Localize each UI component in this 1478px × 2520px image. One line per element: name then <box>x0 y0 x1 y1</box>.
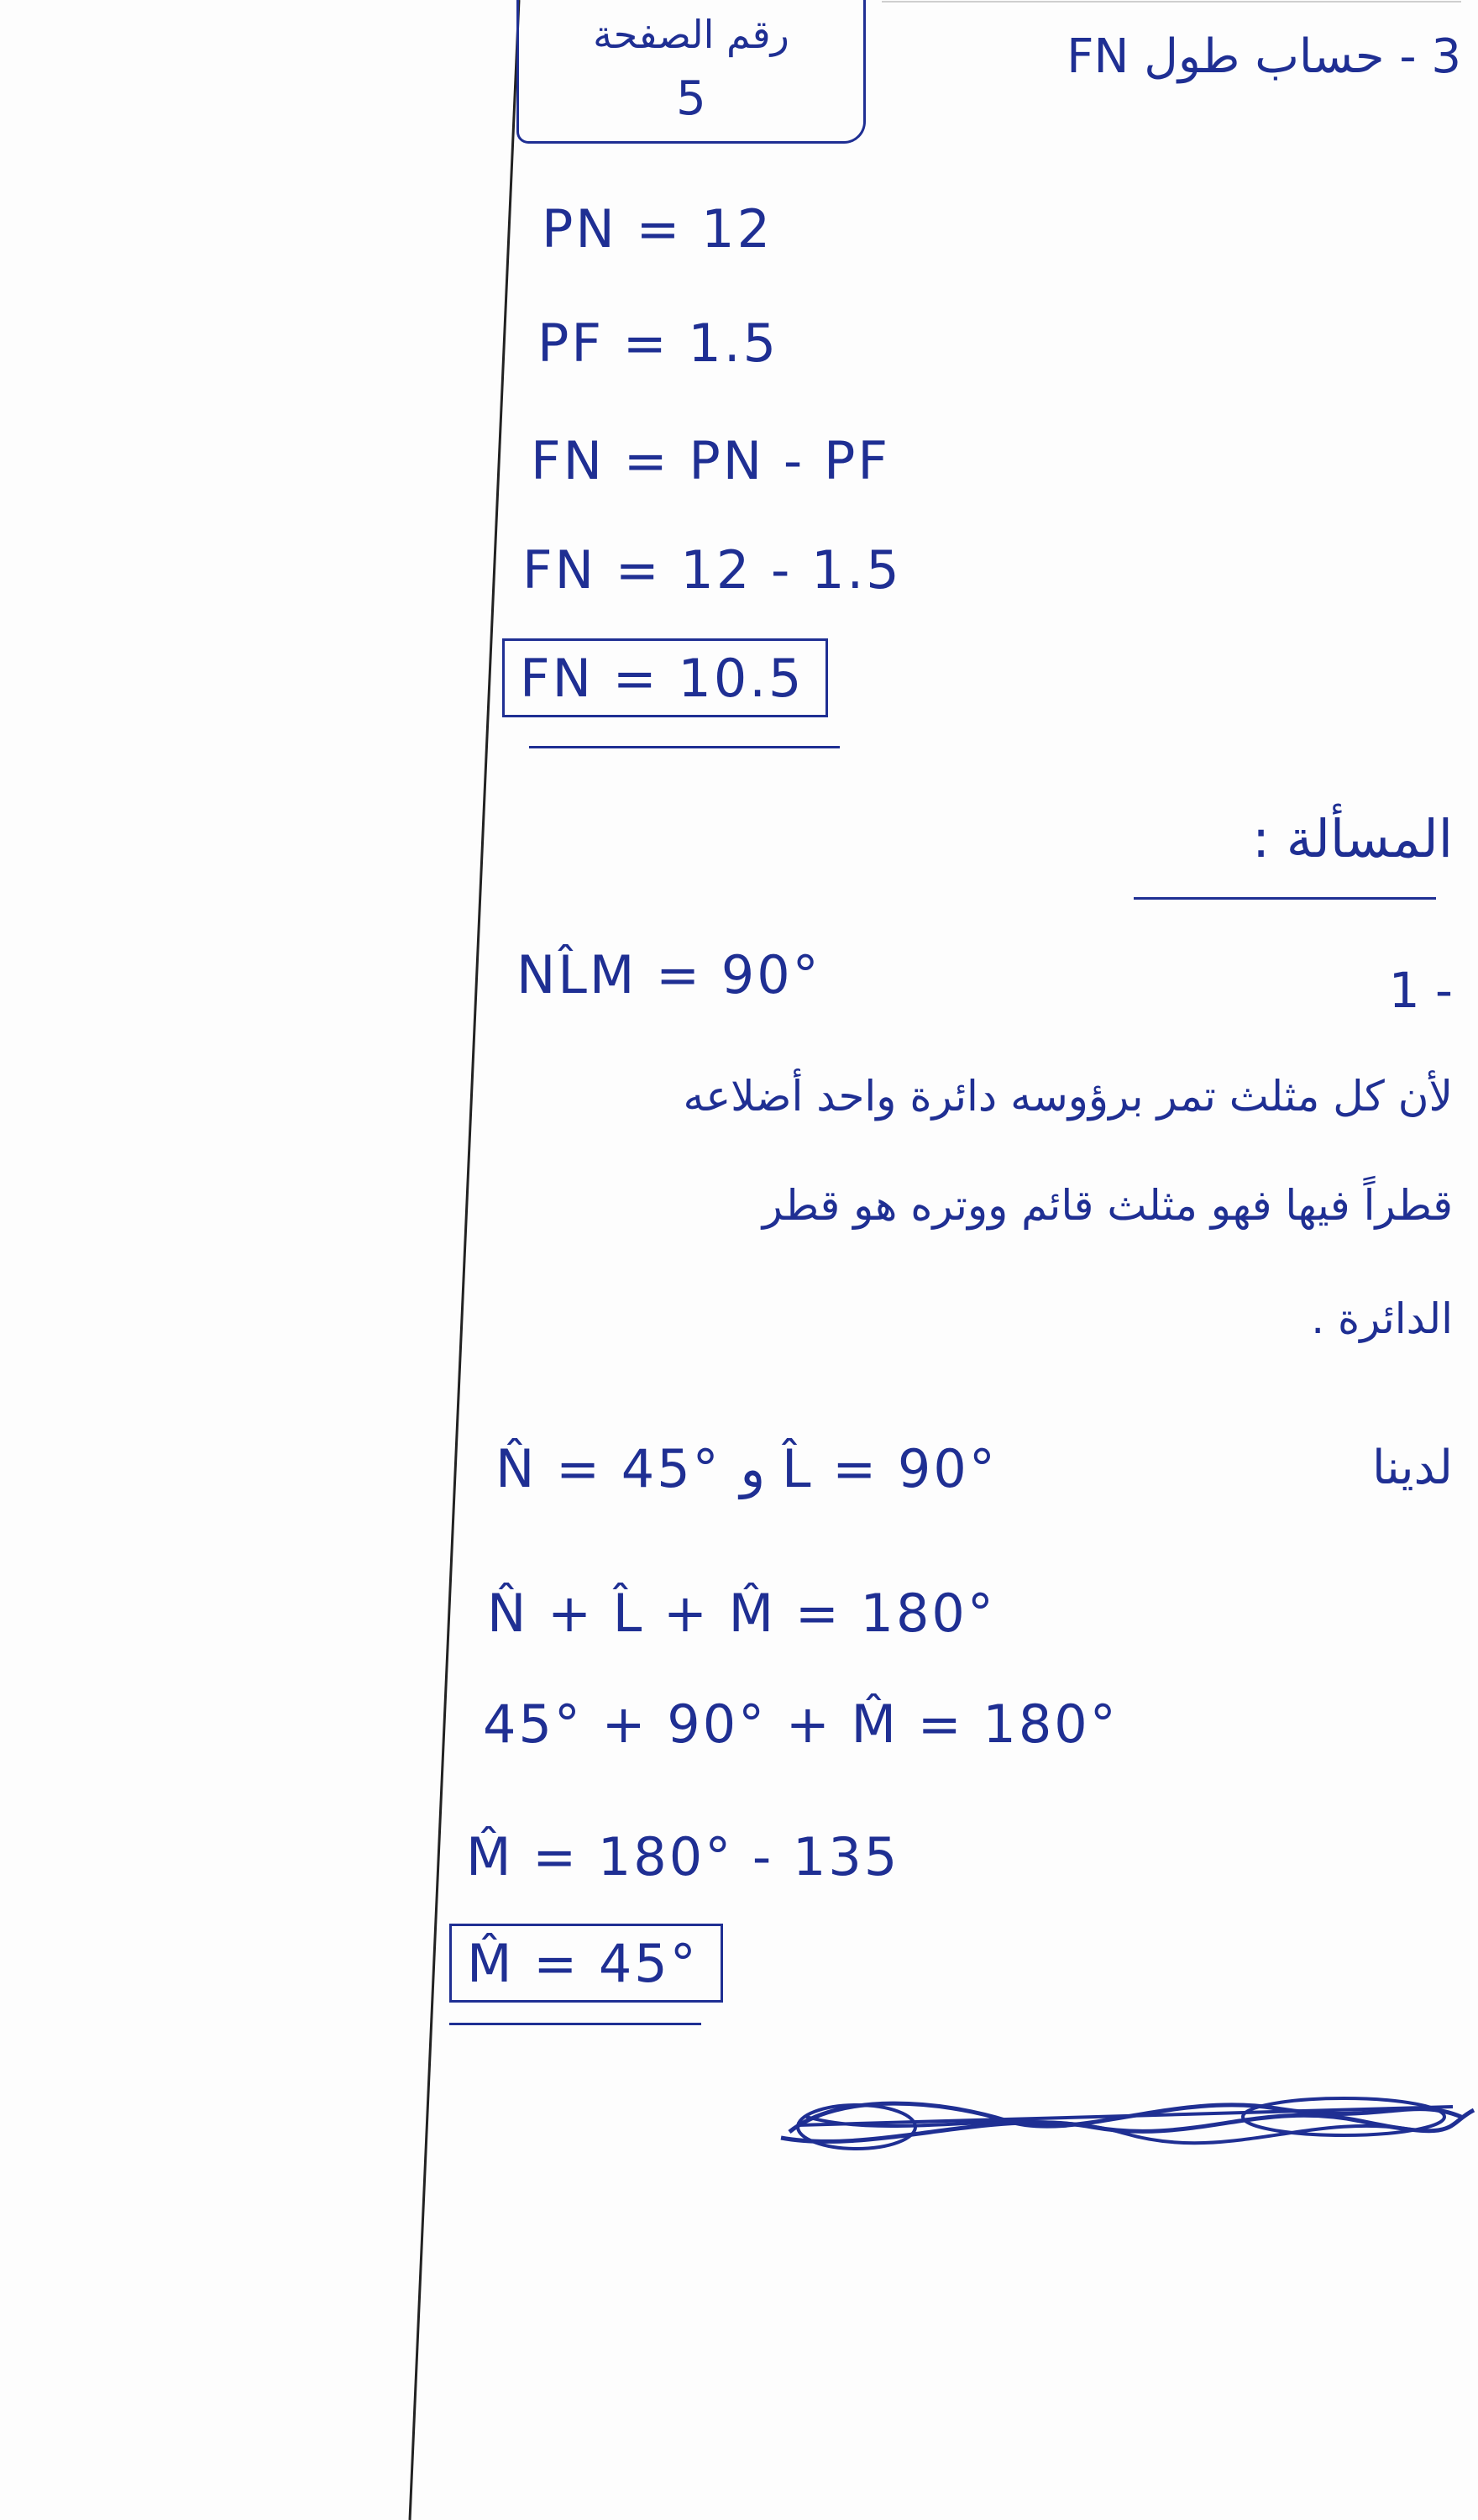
given-angles: N̂ = 45° و L̂ = 90° <box>495 1438 998 1499</box>
explanation-line-1: لأن كل مثلث تمر برؤوسه دائرة واحد أضلاعه <box>683 1072 1453 1121</box>
fn-formula: FN = PN - PF <box>531 430 891 491</box>
angle-sum-equation: N̂ + L̂ + M̂ = 180° <box>487 1583 996 1644</box>
angle-sum-substitution: 45° + 90° + M̂ = 180° <box>483 1693 1119 1755</box>
angle-nlm-statement: NL̂M = 90° <box>516 944 821 1005</box>
angle-m-subtraction: M̂ = 180° - 135 <box>466 1826 900 1887</box>
given-pn: PN = 12 <box>542 198 773 260</box>
problem-heading: المسألة : <box>1252 808 1453 869</box>
fn-result-underline <box>529 746 840 748</box>
given-pf: PF = 1.5 <box>537 312 779 374</box>
page-number: 5 <box>676 71 706 126</box>
angle-m-result-box: M̂ = 45° <box>449 1924 723 2003</box>
page-number-label: رقم الصفحة <box>593 12 789 57</box>
crossed-out-scribble <box>773 2075 1478 2167</box>
fn-result-box: FN = 10.5 <box>502 638 828 717</box>
explanation-line-2: قطراً فيها فهو مثلث قائم ووتره هو قطر <box>762 1181 1453 1230</box>
fn-substitution: FN = 12 - 1.5 <box>522 539 902 601</box>
item-marker: 1 - <box>1388 962 1453 1019</box>
page-number-box <box>516 0 866 144</box>
explanation-line-3: الدائرة . <box>1311 1294 1453 1343</box>
angle-m-result-underline <box>449 2023 701 2025</box>
given-label: لدينا <box>1371 1441 1453 1495</box>
question-title: 3 - حساب طول FN <box>1067 29 1461 84</box>
problem-heading-underline <box>1134 897 1436 900</box>
